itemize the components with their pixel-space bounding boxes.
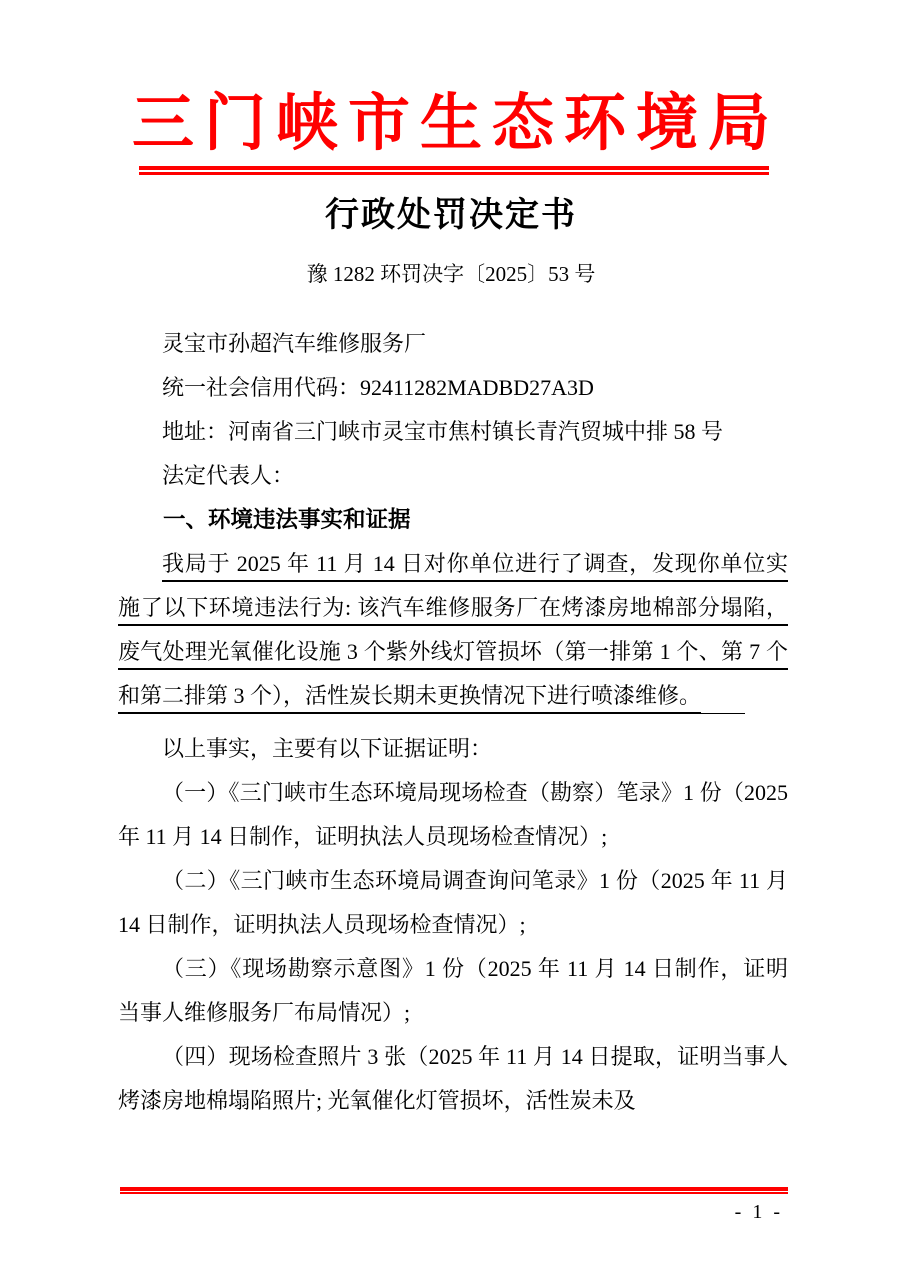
evidence-item-2: （二）《三门峡市生态环境局调查询问笔录》1 份（2025 年 11 月 14 日制作，证明执法人员现场检查情况）; [118,868,788,937]
underline-extension [701,713,745,714]
evidence-item-1: （一）《三门峡市生态环境局现场检查（勘察）笔录》1 份（2025 年 11 月 14 日制作，证明执法人员现场检查情况）; [118,780,788,849]
recipient-company-name: 灵宝市孙超汽车维修服务厂 [162,331,427,356]
document-title: 行政处罚决定书 [325,197,577,234]
recipient-credit-code: 统一社会信用代码：92411282MADBD27A3D [162,375,594,400]
agency-letterhead-title: 三门峡市生态环境局 [131,90,780,158]
evidence-item-3: （三）《现场勘察示意图》1 份（2025 年 11 月 14 日制作，证明当事人维修服务厂布局情况）; [118,956,788,1025]
document-number: 豫 1282 环罚决字〔2025〕53 号 [306,262,596,286]
recipient-legal-representative: 法定代表人： [162,463,295,488]
recipient-address: 地址：河南省三门峡市灵宝市焦村镇长青汽贸城中排 58 号 [162,419,724,444]
evidence-item-4: （四）现场检查照片 3 张（2025 年 11 月 14 日提取，证明当事人烤漆房地棉塌陷照片; 光氧催化灯管损坏，活性炭未及 [118,1044,788,1113]
letterhead-rule-thin [139,172,769,175]
footer-rule-thick [120,1187,788,1191]
footer-double-rule [120,1187,788,1194]
section-heading-facts-and-evidence: 一、环境违法事实和证据 [163,507,411,532]
evidence-intro: 以上事实，主要有以下证据证明： [162,736,493,761]
letterhead-double-rule [139,166,769,175]
facts-paragraph [118,542,788,718]
footer-rule-thin [120,1192,788,1194]
page-number: - 1 - [734,1201,783,1223]
document-body [118,322,788,1123]
letterhead-rule-thick [139,166,769,170]
facts-underlined-text: 我局于 2025 年 11 月 14 日对你单位进行了调查，发现你单位实施了以下环境违法行为: 该汽车维修服务厂在烤漆房地棉部分塌陷，废气处理光氧催化设施 3 个紫外线灯管损坏（第一排第 1 个、第 7 个和第二排第 3 个），活性炭长期未更换情况下进行喷漆维修。 [118,551,788,708]
